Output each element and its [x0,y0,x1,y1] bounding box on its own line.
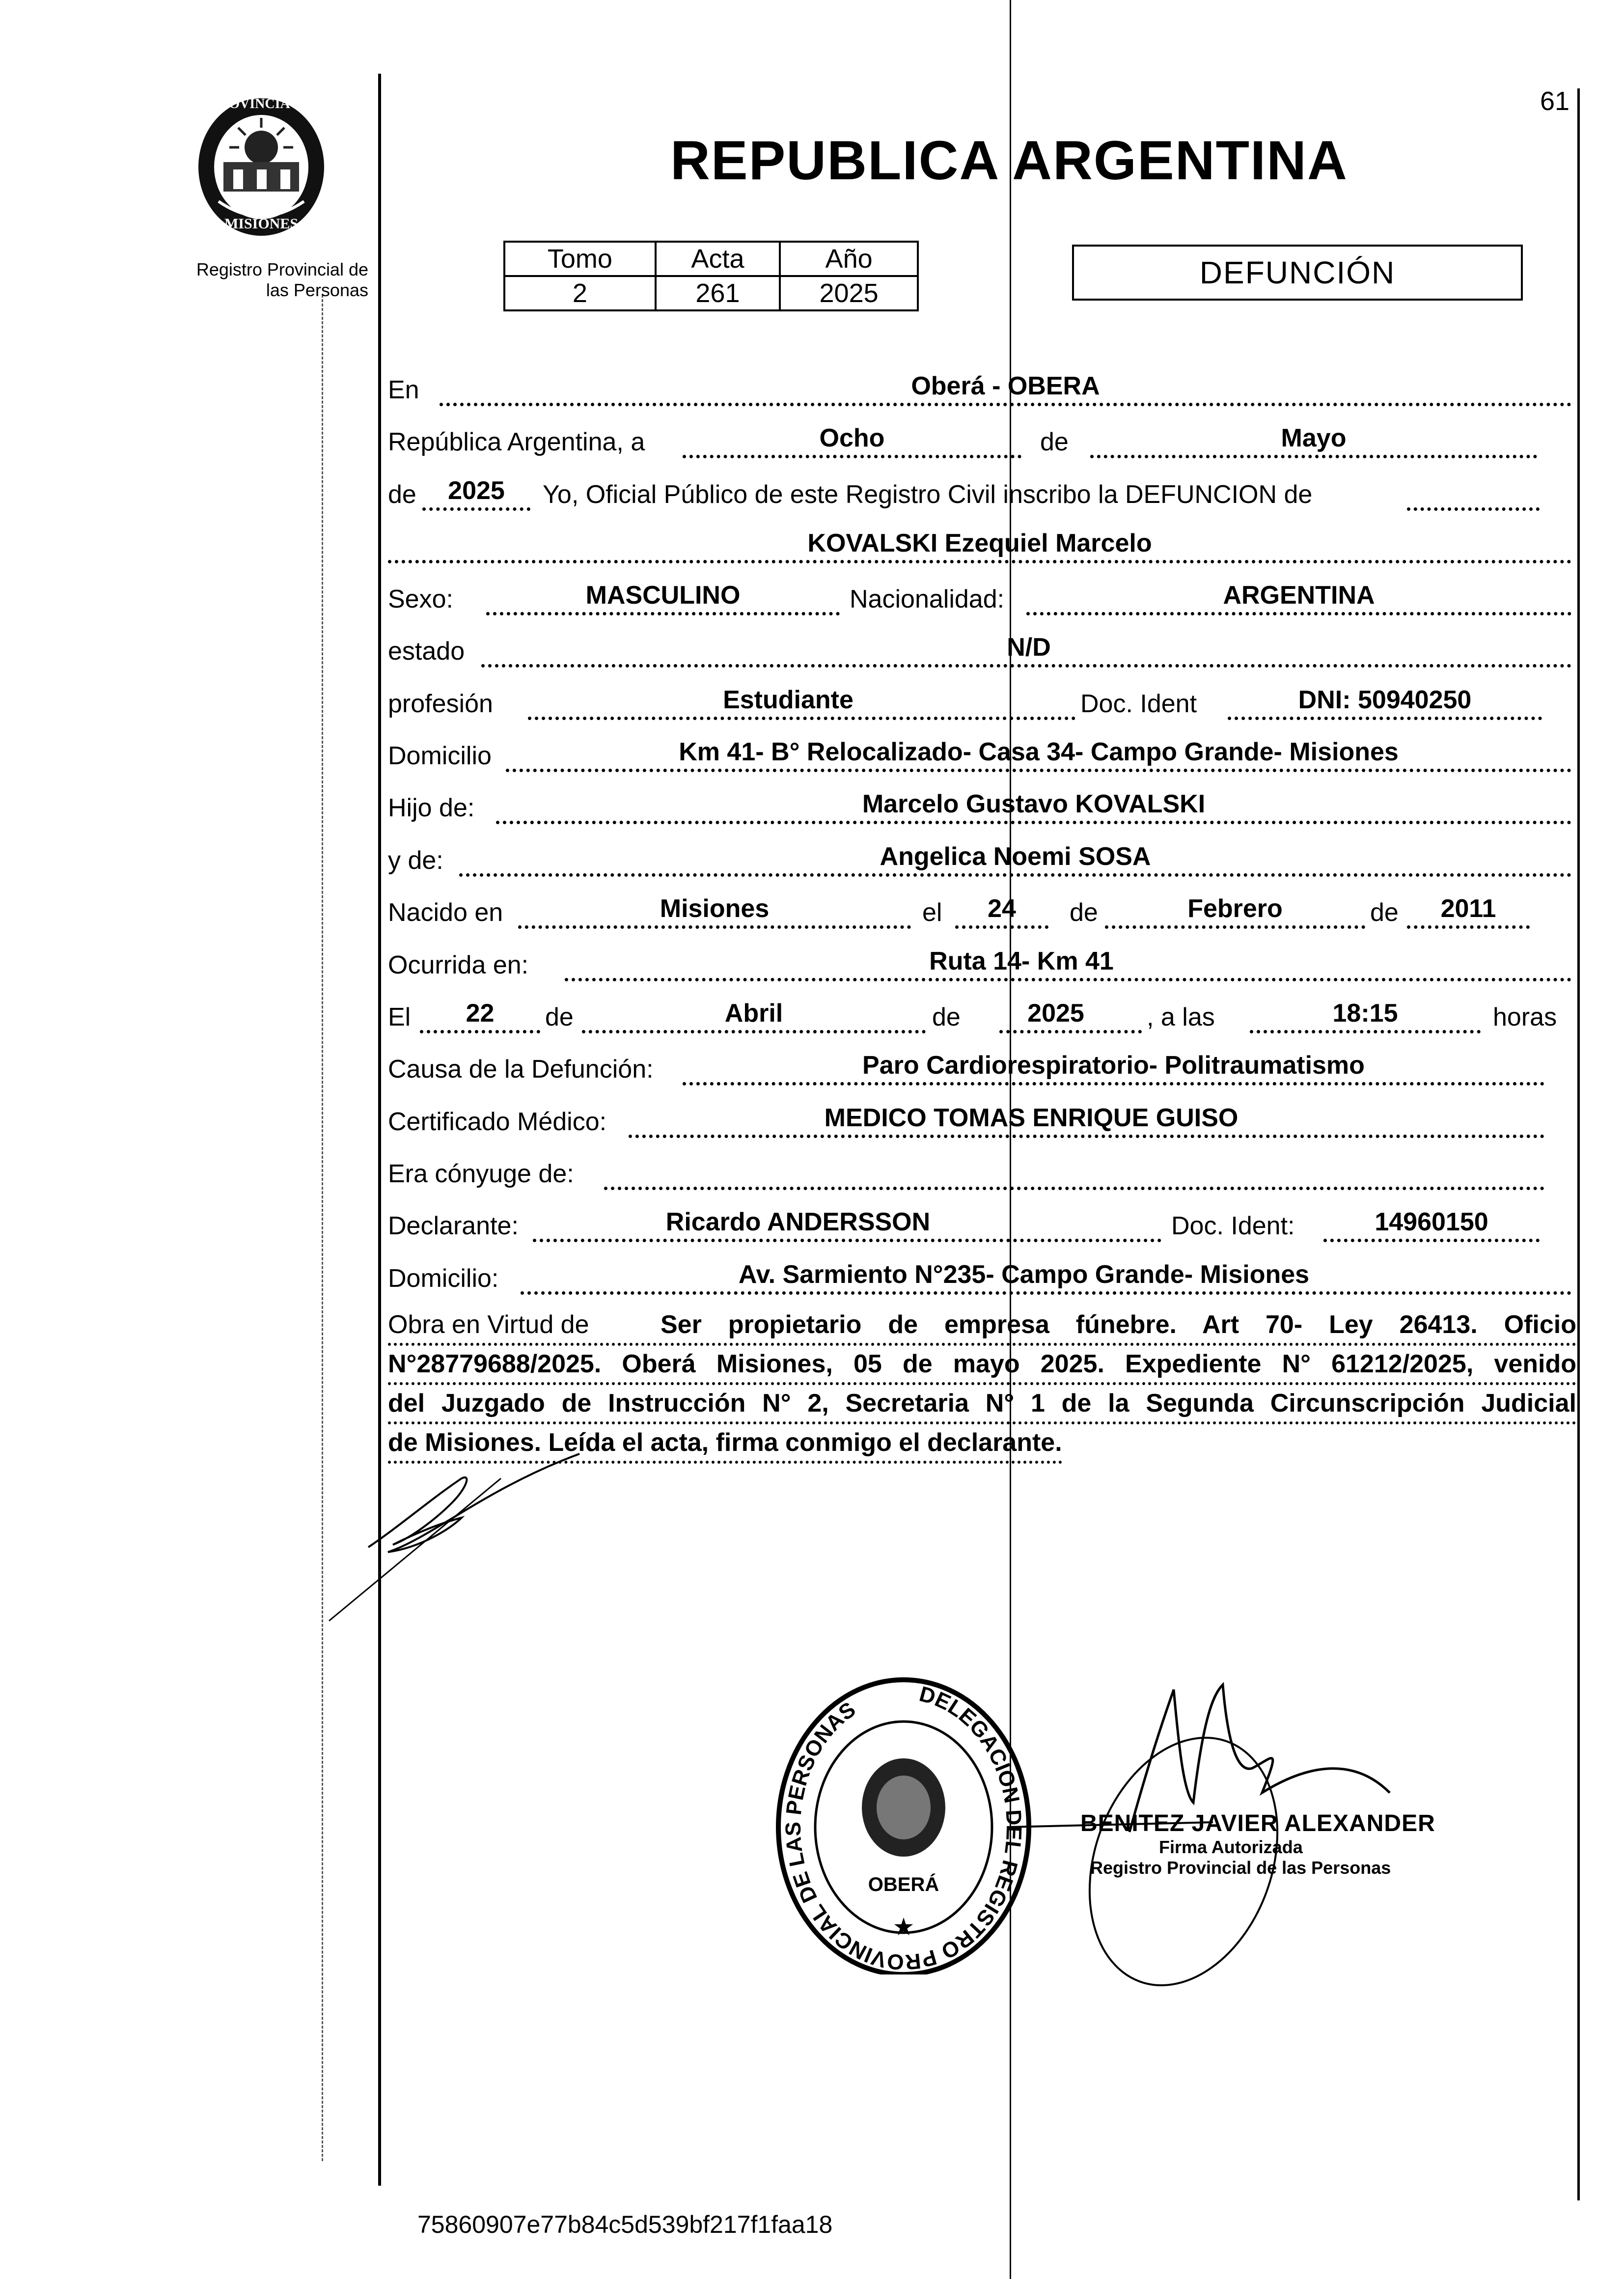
label-conyuge: Era cónyuge de: [388,1160,574,1188]
left-margin-line [378,74,381,2186]
misiones-coat-of-arms-icon [194,88,329,241]
dots-hora [1250,1030,1481,1033]
page-number: 61 [1540,86,1570,116]
label-doc-ident2: Doc. Ident: [1171,1212,1295,1240]
label-el-fallec: El [388,1003,411,1031]
province-seal [194,88,329,241]
signer-role: Firma Autorizada [1159,1837,1303,1857]
dots-padre [496,821,1571,824]
field-declarante-domicilio: Av. Sarmiento N°235- Campo Grande- Misiones [738,1260,1310,1289]
label-doc-ident: Doc. Ident [1080,690,1197,718]
label-declarante: Declarante: [388,1212,519,1240]
field-fallec-mes: Abril [724,999,783,1028]
label-domicilio: Domicilio [388,742,492,770]
field-nacionalidad: ARGENTINA [1223,581,1375,610]
stamp-city: OBERÁ [868,1874,939,1895]
official-stamp [766,1660,1041,1974]
acta-value: 261 [656,276,780,310]
signer-office: Registro Provincial de las Personas [1090,1858,1391,1878]
label-el: el [922,898,942,927]
registry-line1: Registro Provincial de [196,259,368,279]
label-de-fallec-mes: de [545,1003,574,1031]
obra-text-1: Ser propietario de empresa fúnebre. Art 70- Ley 26413. Oficio [661,1310,1576,1339]
label-a-las: , a las [1147,1003,1215,1031]
dots-fallec-anio [999,1030,1142,1033]
field-fallec-dia: 22 [466,999,495,1028]
label-republica: República Argentina, a [388,428,645,456]
obra-text-4: de Misiones. Leída el acta, firma conmigo el declarante. [388,1428,1062,1457]
field-domicilio: Km 41- B° Relocalizado- Casa 34- Campo Grande- Misiones [679,738,1399,766]
dots-nacionalidad [1026,612,1571,615]
field-nacido-anio: 2011 [1440,894,1496,923]
label-de-nac-anio: de [1370,898,1399,927]
field-causa: Paro Cardiorespiratorio- Politraumatismo [862,1051,1365,1080]
label-obra: Obra en Virtud de [388,1310,589,1339]
dots-anio [422,507,530,511]
tomo-value: 2 [504,276,656,310]
label-hijo: Hijo de: [388,794,475,822]
registry-label [162,259,368,301]
dots-mes [1090,455,1537,458]
dots-dni [1228,717,1542,720]
dots-nacido-anio [1407,925,1530,929]
field-profesion: Estudiante [723,686,853,714]
svg-text:MISIONES: MISIONES [224,216,299,232]
dots-nacido-mes [1105,925,1365,929]
label-nacionalidad: Nacionalidad: [850,585,1005,613]
label-sexo: Sexo: [388,585,453,613]
star-icon: ★ [892,1913,915,1941]
field-anio: 2025 [448,476,505,505]
doc-type: DEFUNCIÓN [1199,255,1396,290]
label-en: En [388,376,419,404]
registry-table-value-row [504,276,918,310]
field-estado: N/D [1007,633,1051,662]
field-fallec-anio: 2025 [1027,999,1084,1028]
anio-value: 2025 [780,276,918,310]
dots-nacido-dia [955,925,1048,929]
dots-nacido-lugar [518,925,911,929]
obra-line-3 [388,1385,1576,1424]
dots-nombre [388,560,1571,563]
dots-profesion [528,717,1075,720]
dots-ocurrida [565,978,1571,981]
dots-declarante-doc [1323,1239,1540,1242]
label-oficial: Yo, Oficial Público de este Registro Civil inscribo la DEFUNCION de [543,480,1313,509]
label-de-nac-mes: de [1070,898,1098,927]
dots-causa [683,1082,1544,1085]
obra-text-2: N°28779688/2025. Oberá Misiones, 05 de mayo 2025. Expediente N° 61212/2025, venido [388,1350,1576,1378]
acta-header: Acta [656,242,780,276]
field-padre: Marcelo Gustavo KOVALSKI [862,790,1206,818]
obra-text-3: del Juzgado de Instrucción N° 2, Secretaria N° 1 de la Segunda Circunscripción Judicial [388,1389,1576,1417]
stamp-ring-text: DELEGACION DEL REGISTRO PROVINCIAL DE LAS PERSONAS [781,1682,1026,1974]
label-ocurrida: Ocurrida en: [388,951,529,979]
dots-declarante [533,1239,1161,1242]
doc-type-box [1072,245,1523,301]
anio-header: Año [780,242,918,276]
label-de-fallec-anio: de [932,1003,961,1031]
dots-conyuge [604,1187,1544,1190]
dots-fallec-dia [420,1030,540,1033]
dots-estado [481,664,1571,667]
label-nacido: Nacido en [388,898,503,927]
label-horas: horas [1493,1003,1557,1031]
tomo-header: Tomo [504,242,656,276]
dots-fallec-mes [582,1030,926,1033]
registry-line2: las Personas [266,280,368,300]
registry-table-header-row [504,242,918,276]
field-madre: Angelica Noemi SOSA [880,842,1151,871]
left-dashed-line [322,295,323,2161]
field-hora: 18:15 [1332,999,1398,1028]
obra-line-2 [388,1346,1576,1385]
svg-text:PROVINCIA DE: PROVINCIA DE [210,96,312,111]
field-certificado: MEDICO TOMAS ENRIQUE GUISO [824,1104,1239,1132]
dots-certificado [629,1135,1544,1138]
field-lugar: Oberá - OBERA [911,372,1100,400]
registry-table [503,241,919,311]
field-nombre: KOVALSKI Ezequiel Marcelo [807,529,1152,557]
signer-name: BENITEZ JAVIER ALEXANDER [1080,1810,1435,1836]
dots-domicilio [506,769,1571,772]
field-dia: Ocho [819,424,885,452]
field-dni: DNI: 50940250 [1298,686,1472,714]
field-nacido-dia: 24 [988,894,1016,923]
label-de-mes: de [1040,428,1069,456]
field-declarante: Ricardo ANDERSSON [665,1208,931,1236]
dots-madre [459,873,1571,877]
signature-block [1080,1810,1435,1878]
field-nacido-lugar: Misiones [660,894,770,923]
declarant-signature [314,1449,609,1645]
dots-oficial-tail [1407,507,1540,511]
label-estado: estado [388,637,465,666]
field-declarante-doc: 14960150 [1375,1208,1488,1236]
dots-sexo [486,612,840,615]
label-certificado: Certificado Médico: [388,1108,607,1136]
label-causa: Causa de la Defunción: [388,1055,654,1084]
label-profesion: profesión [388,690,493,718]
label-y-de: y de: [388,846,443,875]
footer-hash: 75860907e77b84c5d539bf217f1faa18 [417,2211,833,2238]
page-title: REPUBLICA ARGENTINA [670,130,1348,191]
dots-declarante-domicilio [521,1291,1571,1295]
dots-dia [683,455,1021,458]
dots-lugar [440,403,1571,406]
field-nacido-mes: Febrero [1187,894,1283,923]
label-domicilio2: Domicilio: [388,1264,499,1293]
field-sexo: MASCULINO [585,581,741,610]
label-de-anio: de [388,480,416,509]
right-margin-line [1577,88,1580,2200]
obra-block [388,1306,1576,1464]
field-mes: Mayo [1281,424,1347,452]
field-ocurrida: Ruta 14- Km 41 [929,947,1114,975]
obra-line-1 [388,1306,1576,1346]
